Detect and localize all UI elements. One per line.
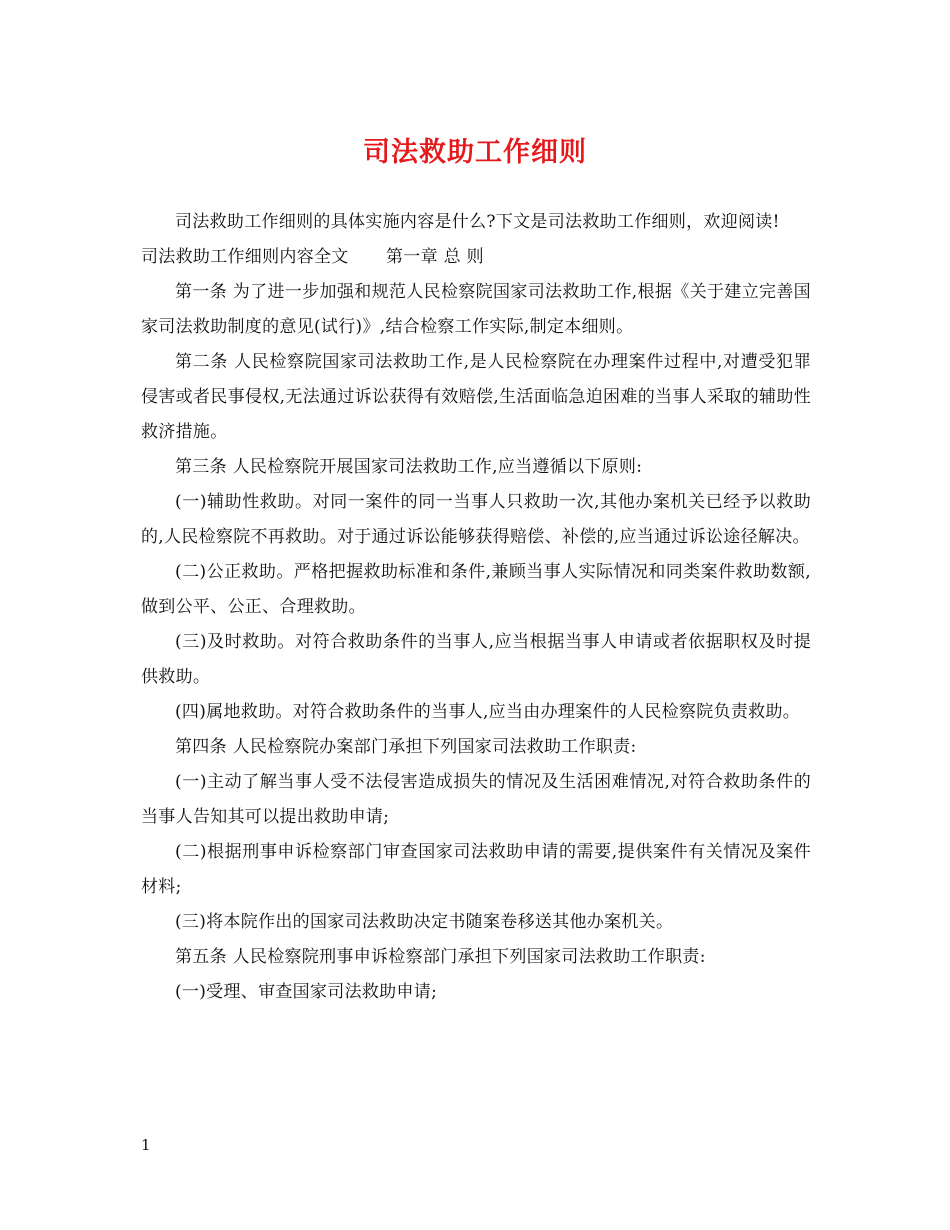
document-body [141, 205, 811, 1010]
clause-paragraph: (一)主动了解当事人受不法侵害造成损失的情况及生活困难情况,对符合救助条件的当事人告知其可以提出救助申请; [141, 772, 811, 827]
article-paragraph: 第一条 为了进一步加强和规范人民检察院国家司法救助工作,根据《关于建立完善国家司法救助制度的意见(试行)》,结合检察工作实际,制定本细则。 [141, 282, 811, 337]
article-paragraph: 第二条 人民检察院国家司法救助工作,是人民检察院在办理案件过程中,对遭受犯罪侵害或者民事侵权,无法通过诉讼获得有效赔偿,生活面临急迫困难的当事人采取的辅助性救济措施。 [141, 352, 811, 442]
chapter-heading: 第一章 总 则 [386, 247, 484, 267]
article-paragraph: 第三条 人民检察院开展国家司法救助工作,应当遵循以下原则: [175, 457, 643, 477]
clause-paragraph: (三)将本院作出的国家司法救助决定书随案卷移送其他办案机关。 [175, 912, 674, 932]
clause-paragraph: (一)受理、审查国家司法救助申请; [175, 982, 438, 1002]
clause-paragraph: (四)属地救助。对符合救助条件的当事人,应当由办理案件的人民检察院负责救助。 [175, 702, 801, 722]
page-number: 1 [141, 1136, 151, 1154]
article-paragraph: 第四条 人民检察院办案部门承担下列国家司法救助工作职责: [175, 737, 637, 757]
document-title: 司法救助工作细则 [363, 137, 587, 168]
clause-paragraph: (二)公正救助。严格把握救助标准和条件,兼顾当事人实际情况和同类案件救助数额,做到公平、公正、合理救助。 [141, 562, 811, 617]
clause-paragraph: (二)根据刑事申诉检察部门审查国家司法救助申请的需要,提供案件有关情况及案件材料; [141, 842, 811, 897]
intro-paragraph: 司法救助工作细则的具体实施内容是什么?下文是司法救助工作细则，欢迎阅读! [175, 212, 780, 232]
clause-paragraph: (一)辅助性救助。对同一案件的同一当事人只救助一次,其他办案机关已经予以救助的,人民检察院不再救助。对于通过诉讼能够获得赔偿、补偿的,应当通过诉讼途径解决。 [141, 492, 811, 547]
subtitle-text: 司法救助工作细则内容全文 [141, 247, 349, 267]
article-paragraph: 第五条 人民检察院刑事申诉检察部门承担下列国家司法救助工作职责: [175, 947, 706, 967]
subtitle-line [141, 240, 811, 275]
clause-paragraph: (三)及时救助。对符合救助条件的当事人,应当根据当事人申请或者依据职权及时提供救助。 [141, 632, 811, 687]
